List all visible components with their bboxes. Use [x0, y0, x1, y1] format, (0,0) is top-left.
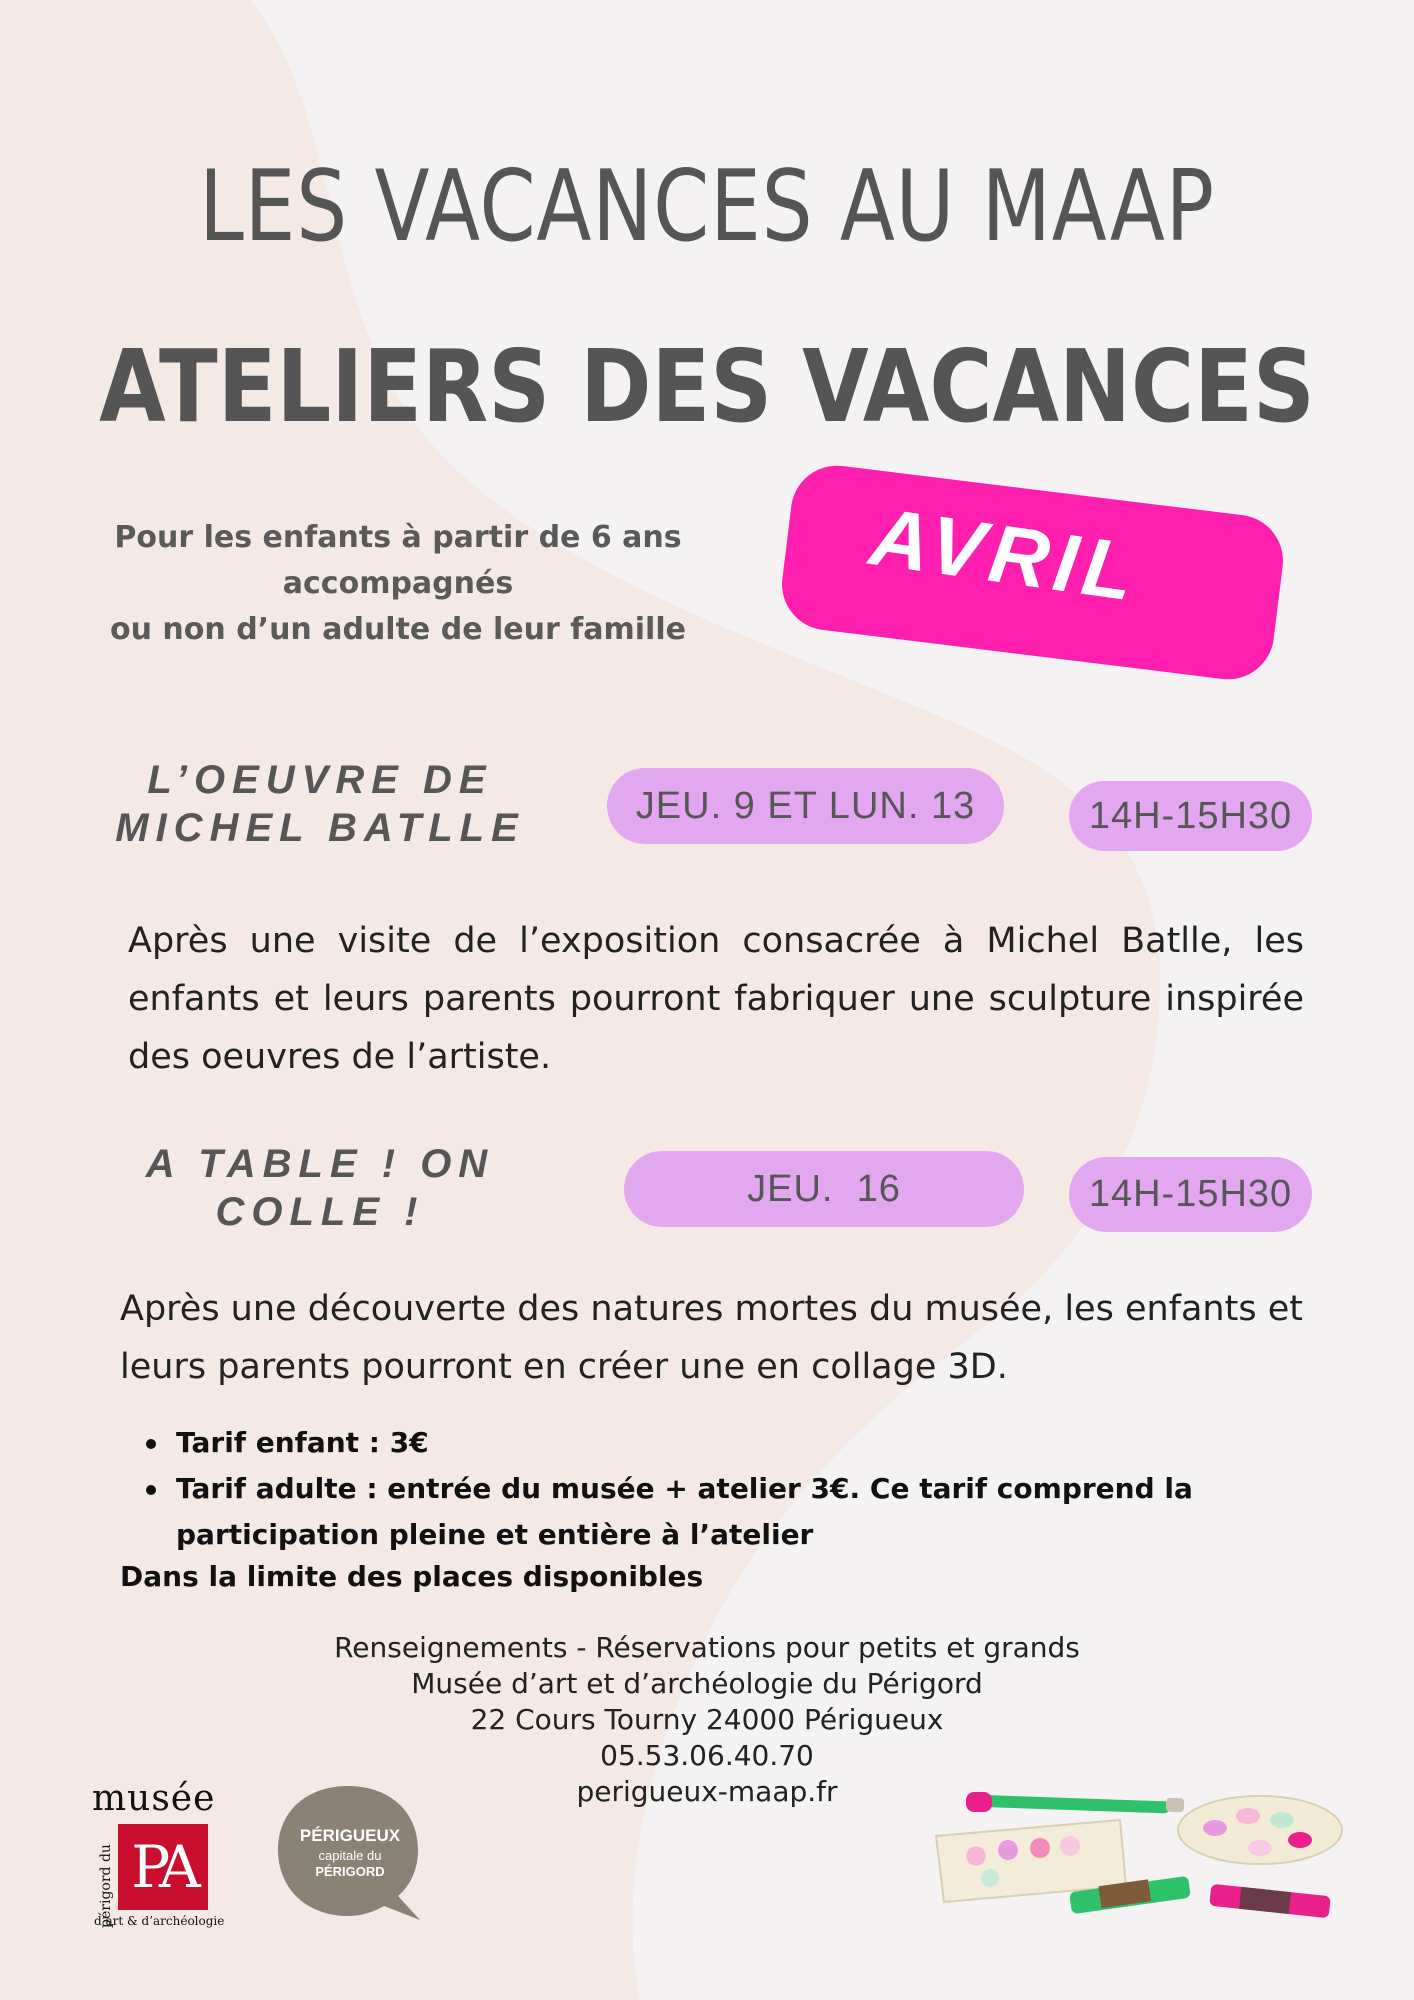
- workshop-2-description: Après une découverte des natures mortes du musée, les enfants et leurs parents pourront en créer une en collage 3D.: [120, 1289, 1303, 1387]
- city-logo-line-3: PÉRIGORD: [315, 1864, 385, 1879]
- museum-logo-monogram-block: [118, 1824, 208, 1910]
- workshop-1-time-pill: [1069, 781, 1312, 851]
- workshop-2-title-line-2: COLLE !: [215, 1190, 425, 1234]
- audience-text: [18, 515, 778, 653]
- museum-logo-monogram: PA: [131, 1833, 195, 1901]
- workshop-1-title-line-1: L’OEUVRE DE: [147, 758, 493, 802]
- workshop-2-title: [100, 1140, 540, 1236]
- workshop-2-title-line-1: A TABLE ! ON: [145, 1142, 495, 1186]
- paint-palette-icon: [1178, 1796, 1342, 1864]
- audience-line-2: ou non d’un adulte de leur famille: [110, 612, 686, 647]
- page-title: LES VACANCES AU MAAP: [199, 150, 1215, 264]
- paintbrush-icon: [966, 1792, 1184, 1813]
- contact-line-1: Renseignements - Réservations pour petits et grands: [334, 1631, 1080, 1664]
- workshop-1-date: JEU. 9 ET LUN. 13: [635, 784, 976, 827]
- contact-phone: 05.53.06.40.70: [600, 1739, 814, 1772]
- workshop-1-date-pill: [607, 768, 1004, 844]
- art-supplies-illustration: [930, 1790, 1350, 1920]
- museum-logo-caption: d’art & d’archéologie: [94, 1914, 225, 1928]
- workshop-1-description: Après une visite de l’exposition consacrée à Michel Batlle, les enfants et leurs parents pourront fabriquer une sculpture inspirée des oeuvres de l’artiste.: [128, 921, 1304, 1077]
- museum-logo: [90, 1778, 230, 1938]
- workshop-1-title-line-2: MICHEL BATLLE: [115, 806, 525, 850]
- workshop-1-title: [100, 756, 540, 852]
- workshop-2-date-pill: [624, 1151, 1024, 1227]
- museum-logo-vertical-text: périgord du: [98, 1844, 114, 1928]
- city-logo-line-2: capitale du: [318, 1848, 382, 1863]
- workshop-2-date: JEU. 16: [747, 1167, 901, 1210]
- pricing-item: Tarif adulte : entrée du musée + atelier 3€. Ce tarif comprend la participation pleine et entière à l’atelier: [140, 1466, 1340, 1558]
- month-badge-label: AVRIL: [864, 490, 1145, 619]
- workshop-2-time: 14H-15H30: [1088, 1173, 1293, 1215]
- bullet-icon: [146, 1485, 156, 1495]
- museum-logo-word: musée: [92, 1778, 216, 1819]
- pricing-list: [140, 1420, 1340, 1558]
- pricing-item: Tarif enfant : 3€: [140, 1420, 1340, 1466]
- contact-website[interactable]: perigueux-maap.fr: [576, 1775, 838, 1808]
- contact-line-3: 22 Cours Tourny 24000 Périgueux: [470, 1703, 944, 1736]
- city-logo: [270, 1782, 430, 1922]
- workshop-1-time: 14H-15H30: [1088, 794, 1293, 837]
- audience-line-1: Pour les enfants à partir de 6 ans accompagnés: [114, 520, 682, 601]
- availability-note: Dans la limite des places disponibles: [120, 1560, 704, 1593]
- city-logo-name: PÉRIGUEUX: [299, 1826, 401, 1845]
- workshop-2-time-pill: [1069, 1157, 1312, 1232]
- contact-line-2: Musée d’art et d’archéologie du Périgord: [411, 1667, 983, 1700]
- bullet-icon: [146, 1439, 156, 1449]
- page-subtitle: ATELIERS DES VACANCES: [99, 328, 1315, 445]
